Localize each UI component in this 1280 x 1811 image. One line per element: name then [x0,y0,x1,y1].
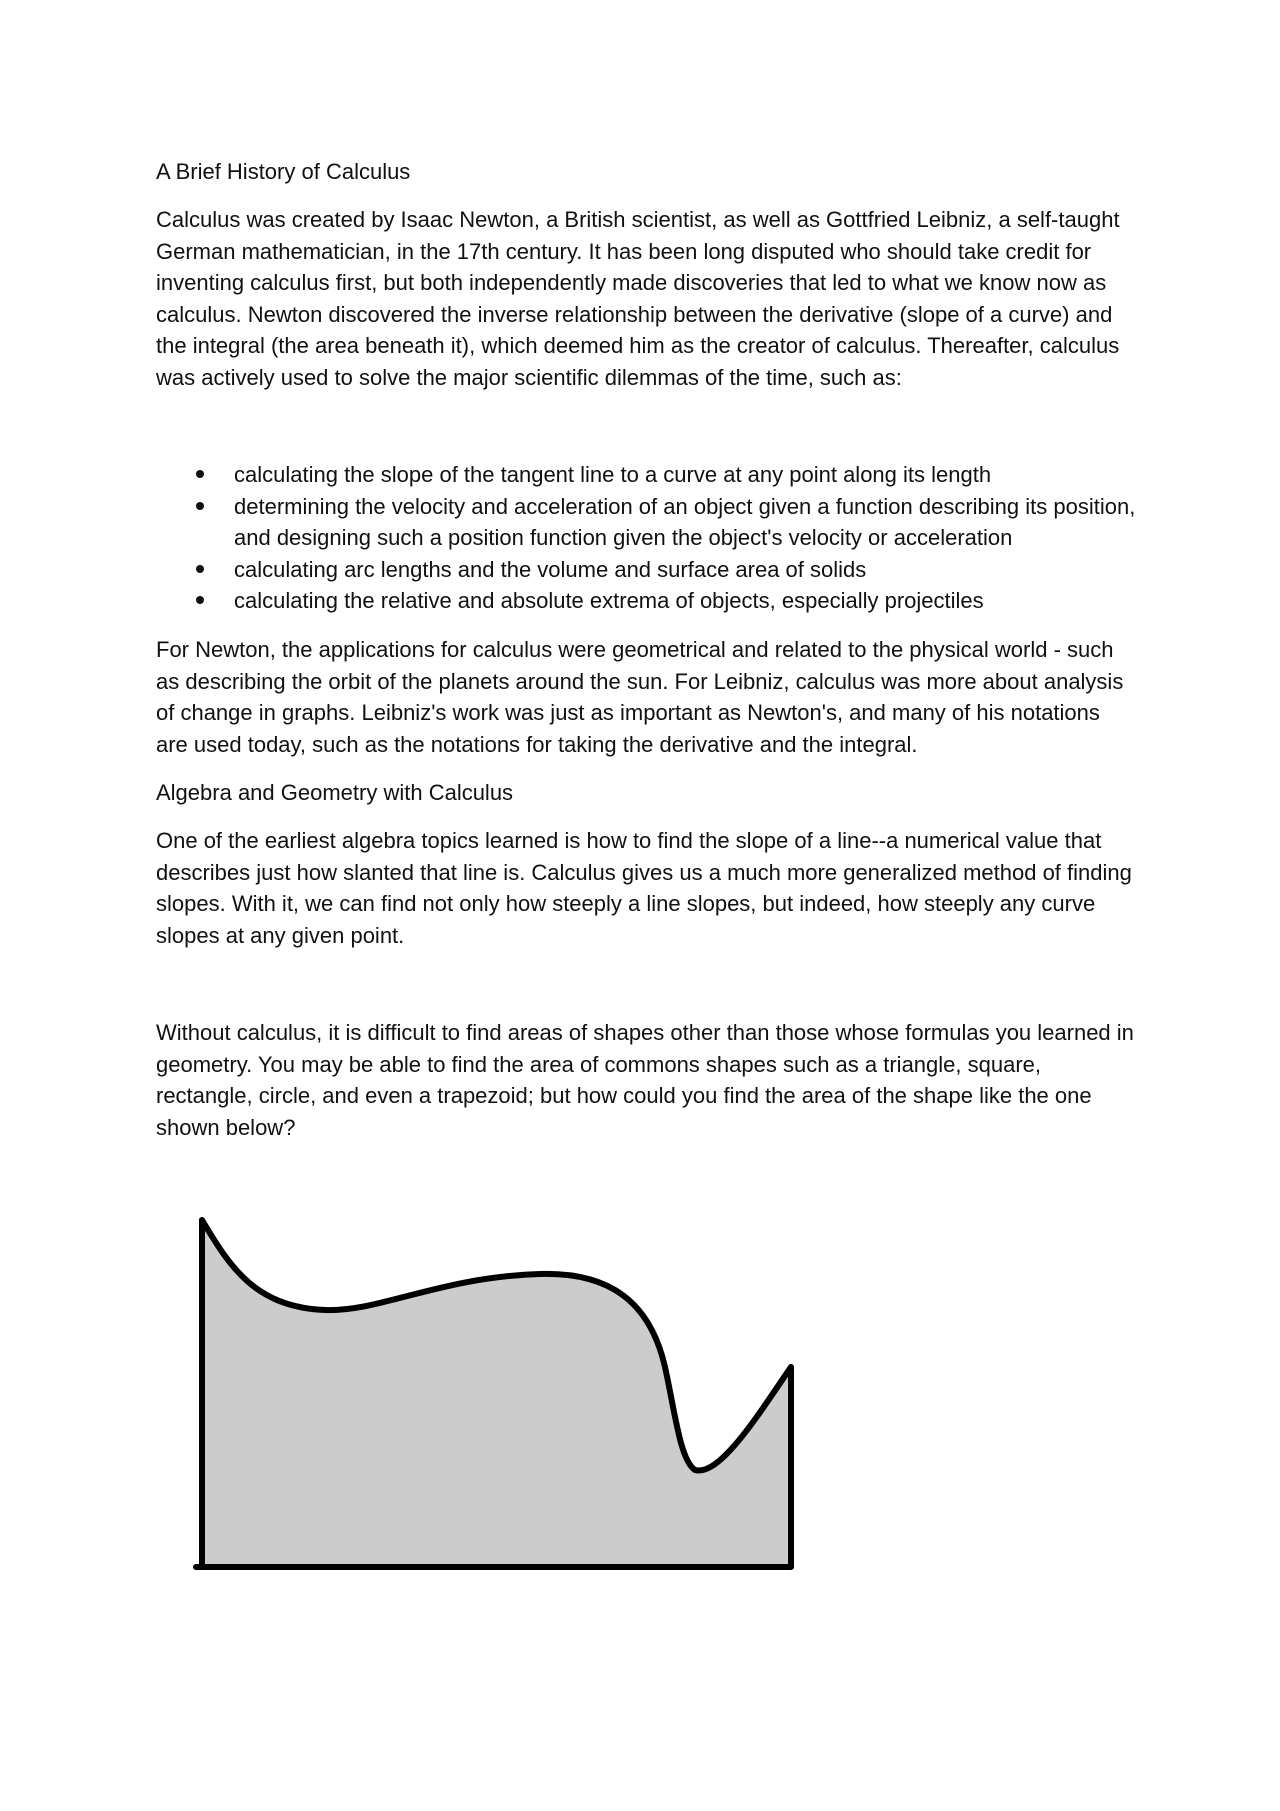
area-shape-fill [202,1220,791,1567]
slope-paragraph: One of the earliest algebra topics learned is how to find the slope of a line--a numerical value that describes just how slanted that line is. Calculus gives us a much more generalized method of finding slopes. With it, we can find not only how steeply a line slopes, but indeed, how steeply any curve slopes at any given point. [156,828,1132,948]
bullet-list [156,459,1136,617]
bullet-dot-icon [196,596,204,604]
area-paragraph: Without calculus, it is difficult to find areas of shapes other than those whose formulas you learned in geometry. You may be able to find the area of commons shapes such as a triangle, square, rectangle, circle, and even a trapezoid; but how could you find the area of the shape like the one shown below? [156,1020,1134,1140]
bullet-dot-icon [196,502,204,510]
area-shape-figure [190,1212,900,1582]
bullet-dot-icon [196,565,204,573]
document-title: A Brief History of Calculus [156,159,411,184]
list-item: calculating arc lengths and the volume and surface area of solids [156,554,1136,586]
list-item: determining the velocity and acceleration of an object given a function describing its position, and designing such a position function given the object's velocity or acceleration [156,491,1136,554]
newton-leibniz-paragraph: For Newton, the applications for calculus were geometrical and related to the physical world - such as describing the orbit of the planets around the sun. For Leibniz, calculus was more about analysis of change in graphs. Leibniz's work was just as important as Newton's, and many of his notations are used today, such as the notations for taking the derivative and the integral. [156,637,1124,757]
bullet-dot-icon [196,470,204,478]
list-item: calculating the slope of the tangent line to a curve at any point along its length [156,459,1136,491]
intro-paragraph: Calculus was created by Isaac Newton, a British scientist, as well as Gottfried Leibniz, a self-taught German mathematician, in the 17th century. It has been long disputed who should take credit for inventing calculus first, but both independently made discoveries that led to what we know now as calculus. Newton discovered the inverse relationship between the derivative (slope of a curve) and the integral (the area beneath it), which deemed him as the creator of calculus. Thereafter, calculus was actively used to solve the major scientific dilemmas of the time, such as: [156,207,1120,390]
list-item: calculating the relative and absolute extrema of objects, especially projectiles [156,585,1136,617]
section-heading: Algebra and Geometry with Calculus [156,780,514,805]
